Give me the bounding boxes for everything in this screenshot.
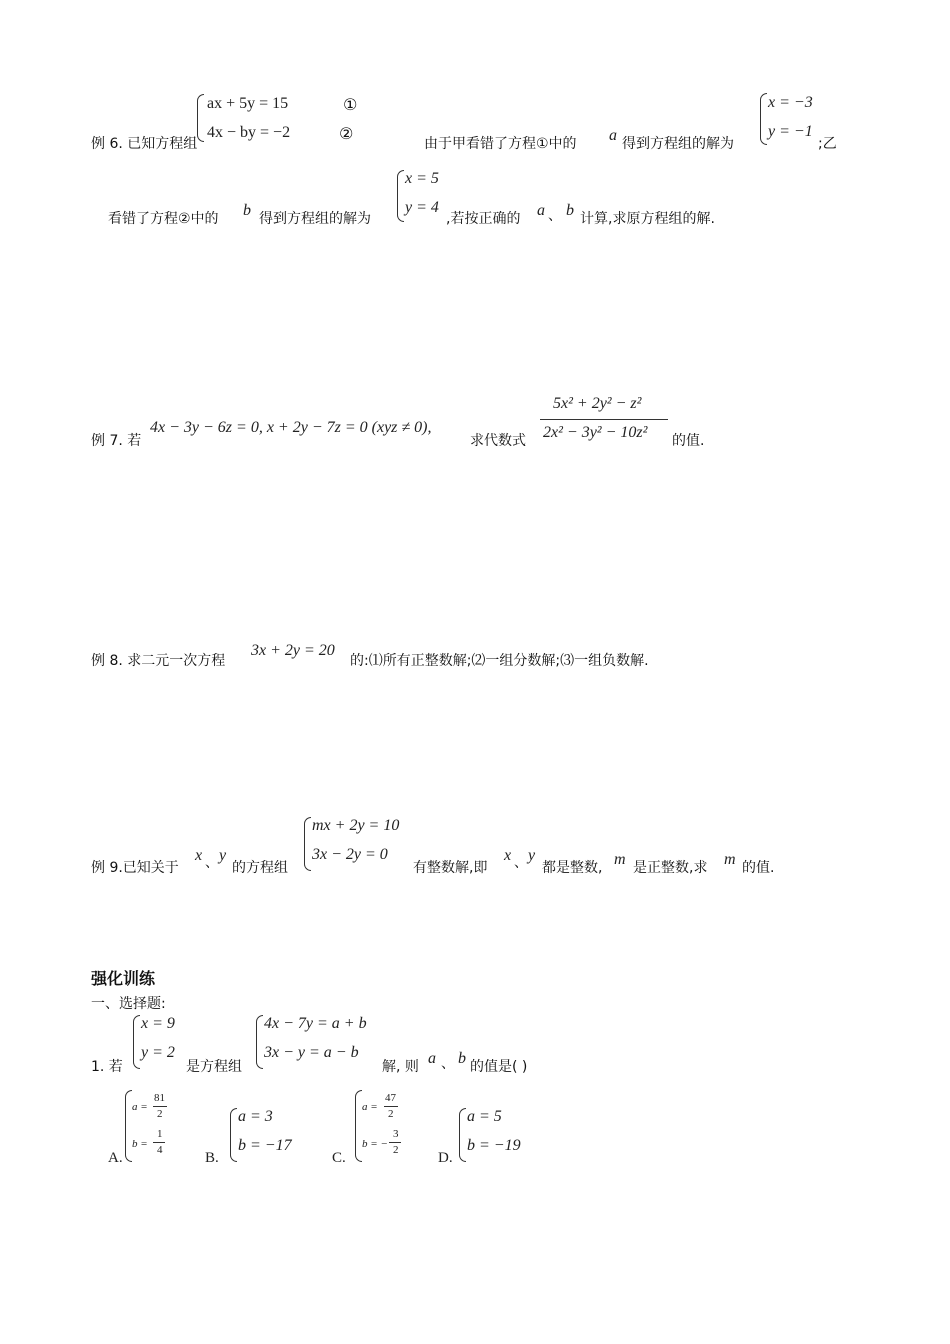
ex7-text2: 的值. xyxy=(672,433,705,449)
ex7-numerator: 5x² + 2y² − z² xyxy=(553,395,642,412)
ex7-label: 例 7. 若 xyxy=(91,433,142,449)
ex6-text7: 计算,求原方程组的解. xyxy=(580,211,715,227)
ex7-denominator: 2x² − 3y² − 10z² xyxy=(543,424,648,441)
option-a-brace xyxy=(125,1090,132,1162)
option-c-a-den: 2 xyxy=(388,1108,394,1120)
q1-var-b: b xyxy=(458,1050,466,1067)
option-a-b-den: 4 xyxy=(157,1144,163,1156)
section-title: 强化训练 xyxy=(91,969,156,988)
ex6-text1: 由于甲看错了方程①中的 xyxy=(424,136,577,152)
ex9-var-y: y xyxy=(219,847,227,864)
option-c-brace xyxy=(355,1090,362,1162)
ex6-system-brace xyxy=(197,94,204,142)
option-d-b: b = −19 xyxy=(467,1137,521,1154)
option-d-a: a = 5 xyxy=(467,1108,502,1125)
option-c-b-lhs: b = − xyxy=(362,1138,388,1150)
ex9-eq2: 3x − 2y = 0 xyxy=(312,846,388,863)
q1-solution-brace xyxy=(133,1015,140,1069)
q1-system-brace xyxy=(256,1015,263,1069)
ex9-text3: 都是整数, xyxy=(542,860,603,876)
ex9-var-m2: m xyxy=(724,851,736,868)
ex6-eq2-mark: ② xyxy=(339,124,354,143)
ex9-label: 例 9.已知关于 xyxy=(91,860,179,876)
option-a-a-num: 81 xyxy=(154,1092,165,1104)
option-c-a-bar xyxy=(384,1106,398,1107)
option-a-label[interactable]: A. xyxy=(108,1150,123,1166)
ex9-var-x: x xyxy=(195,847,203,864)
ex8-text1: 的:⑴所有正整数解;⑵一组分数解;⑶一组负数解. xyxy=(350,653,649,669)
ex6-sol2-brace xyxy=(397,170,404,222)
q1-sep: 、 xyxy=(441,1056,455,1072)
ex6-text6: ,若按正确的 xyxy=(446,211,521,227)
ex6-sol2-x: x = 5 xyxy=(405,170,439,187)
q1-eq1: 4x − 7y = a + b xyxy=(264,1015,367,1032)
option-c-b-bar xyxy=(389,1142,401,1143)
ex6-sol2-y: y = 4 xyxy=(405,199,439,216)
ex6-var-a2: a xyxy=(537,202,545,219)
ex6-eq1-mark: ① xyxy=(343,95,358,114)
ex9-system-brace xyxy=(304,817,311,871)
ex9-text5: 的值. xyxy=(742,860,775,876)
ex6-sol1-x: x = −3 xyxy=(768,94,813,111)
ex9-sep2: 、 xyxy=(514,855,528,871)
q1-text2: 解, 则 xyxy=(382,1059,419,1075)
ex9-var-x2: x xyxy=(504,847,512,864)
ex6-label: 例 6. 已知方程组 xyxy=(91,136,198,152)
section-subtitle: 一、选择题: xyxy=(91,996,166,1012)
ex6-text3: ;乙 xyxy=(818,136,837,152)
option-a-b-bar xyxy=(153,1142,165,1143)
ex6-eq1: ax + 5y = 15 xyxy=(207,95,289,112)
ex9-eq1: mx + 2y = 10 xyxy=(312,817,400,834)
option-c-b-num: 3 xyxy=(393,1128,399,1140)
ex9-var-m: m xyxy=(614,851,626,868)
ex9-var-y2: y xyxy=(528,847,536,864)
ex6-text5: 得到方程组的解为 xyxy=(259,211,371,227)
q1-eq2: 3x − y = a − b xyxy=(264,1044,359,1061)
q1-text3: 的值是( ) xyxy=(470,1059,528,1075)
q1-var-a: a xyxy=(428,1050,436,1067)
ex6-var-a: a xyxy=(609,127,617,144)
option-a-a-bar xyxy=(153,1106,167,1107)
option-c-a-lhs: a = xyxy=(362,1101,378,1113)
option-d-brace xyxy=(459,1108,466,1162)
ex8-equation: 3x + 2y = 20 xyxy=(251,642,335,659)
ex9-text2: 有整数解,即 xyxy=(413,860,488,876)
ex6-text4: 看错了方程②中的 xyxy=(108,211,219,227)
option-b-brace xyxy=(230,1108,237,1162)
option-a-b-num: 1 xyxy=(157,1128,163,1140)
q1-text1: 是方程组 xyxy=(186,1059,242,1075)
ex9-sep: 、 xyxy=(205,855,219,871)
ex8-label: 例 8. 求二元一次方程 xyxy=(91,653,226,669)
option-d-label[interactable]: D. xyxy=(438,1150,453,1166)
option-c-a-num: 47 xyxy=(385,1092,396,1104)
option-c-b-den: 2 xyxy=(393,1144,399,1156)
ex6-var-b2: b xyxy=(566,202,574,219)
option-b-label[interactable]: B. xyxy=(205,1150,219,1166)
ex6-sep: 、 xyxy=(548,208,562,224)
ex6-text2: 得到方程组的解为 xyxy=(622,136,734,152)
ex6-eq2: 4x − by = −2 xyxy=(207,124,291,141)
ex7-condition: 4x − 3y − 6z = 0, x + 2y − 7z = 0 (xyz ≠ 0), xyxy=(150,419,432,436)
ex7-fraction-bar xyxy=(540,419,668,420)
ex6-sol1-brace xyxy=(760,93,767,145)
option-a-b-lhs: b = xyxy=(132,1138,148,1150)
ex9-text4: 是正整数,求 xyxy=(633,860,708,876)
q1-sol-y: y = 2 xyxy=(141,1044,175,1061)
option-b-b: b = −17 xyxy=(238,1137,292,1154)
option-a-a-lhs: a = xyxy=(132,1101,148,1113)
ex9-text1: 的方程组 xyxy=(232,860,288,876)
ex7-text1: 求代数式 xyxy=(470,433,526,449)
option-c-label[interactable]: C. xyxy=(332,1150,346,1166)
ex6-var-b: b xyxy=(243,202,251,219)
q1-sol-x: x = 9 xyxy=(141,1015,175,1032)
q1-label: 1. 若 xyxy=(91,1059,123,1075)
ex6-sol1-y: y = −1 xyxy=(768,123,813,140)
option-a-a-den: 2 xyxy=(157,1108,163,1120)
option-b-a: a = 3 xyxy=(238,1108,273,1125)
